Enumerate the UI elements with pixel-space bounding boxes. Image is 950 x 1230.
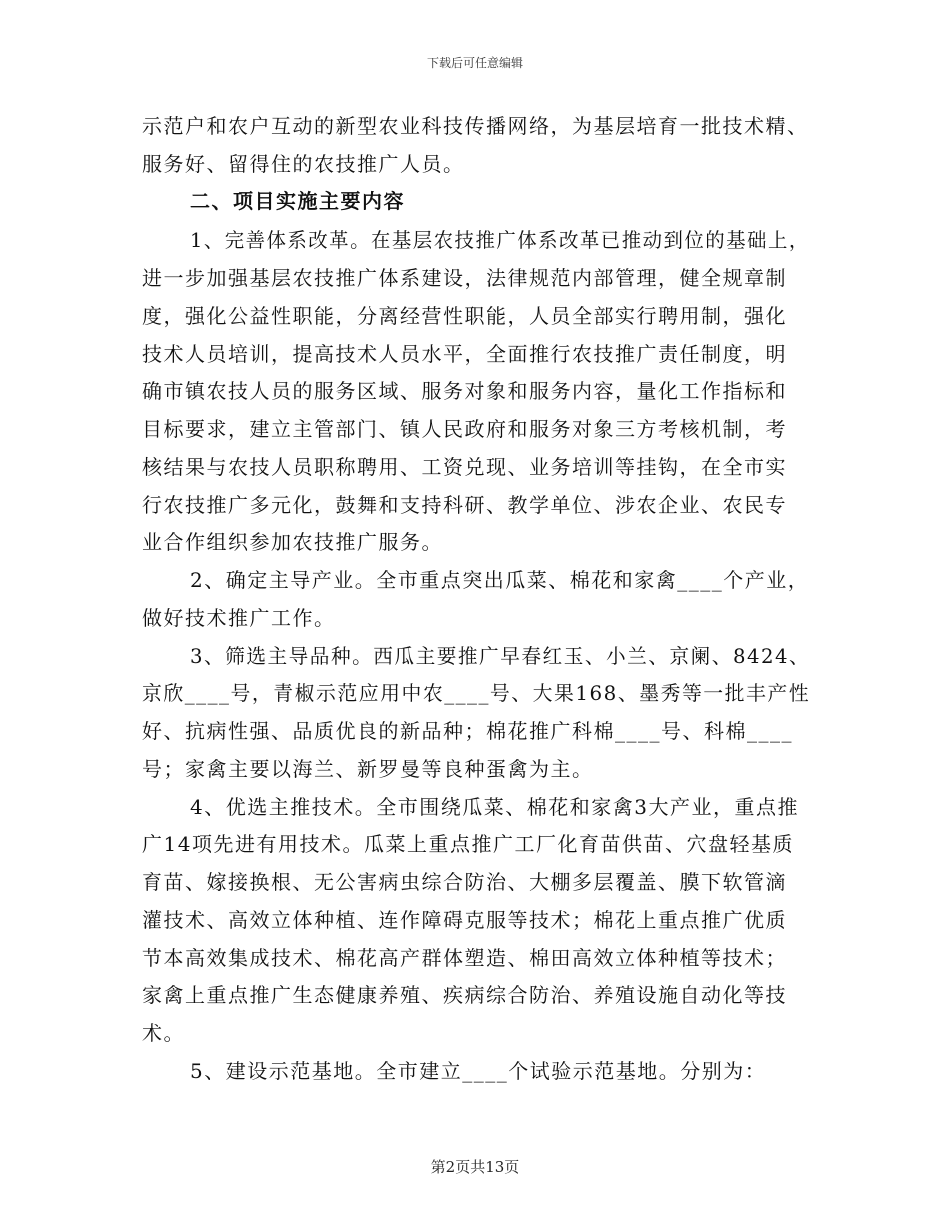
paragraph-line: 育苗、嫁接换根、无公害病虫综合防治、大棚多层覆盖、膜下软管滴: [142, 870, 787, 894]
paragraph-line: 度，强化公益性职能，分离经营性职能，人员全部实行聘用制，强化: [142, 304, 787, 328]
paragraph-line: 京欣____号，青椒示范应用中农____号、大果168、墨秀等一批丰产性: [142, 681, 811, 705]
paragraph-line: 2、确定主导产业。全市重点突出瓜菜、棉花和家禽____个产业，: [190, 568, 810, 592]
paragraph-line: 4、优选主推技术。全市围绕瓜菜、棉花和家禽3大产业，重点推: [190, 795, 799, 819]
paragraph-line: 确市镇农技人员的服务区域、服务对象和服务内容，量化工作指标和: [142, 379, 787, 403]
paragraph-line: 3、筛选主导品种。西瓜主要推广早春红玉、小兰、京阑、8424、: [190, 644, 811, 668]
paragraph-line: 行农技推广多元化，鼓舞和支持科研、教学单位、涉农企业、农民专: [142, 493, 787, 517]
section-heading: 二、项目实施主要内容: [190, 189, 405, 213]
paragraph-line: 灌技术、高效立体种植、连作障碍克服等技术；棉花上重点推广优质: [142, 908, 787, 932]
paragraph-line: 目标要求，建立主管部门、镇人民政府和服务对象三方考核机制，考: [142, 417, 787, 441]
paragraph-line: 好、抗病性强、品质优良的新品种；棉花推广科棉____号、科棉____: [142, 719, 793, 743]
paragraph-line: 业合作组织参加农技推广服务。: [142, 530, 443, 554]
paragraph-line: 服务好、留得住的农技推广人员。: [142, 152, 465, 176]
paragraph-line: 节本高效集成技术、棉花高产群体塑造、棉田高效立体种植等技术；: [142, 946, 787, 970]
paragraph-line: 做好技术推广工作。: [142, 606, 336, 630]
paragraph-line: 家禽上重点推广生态健康养殖、疾病综合防治、养殖设施自动化等技: [142, 983, 787, 1007]
paragraph-line: 技术人员培训，提高技术人员水平，全面推行农技推广责任制度，明: [142, 342, 787, 366]
paragraph-line: 号；家禽主要以海兰、新罗曼等良种蛋禽为主。: [142, 757, 594, 781]
paragraph-line: 进一步加强基层农技推广体系建设，法律规范内部管理，健全规章制: [142, 266, 787, 290]
paragraph-line: 5、建设示范基地。全市建立____个试验示范基地。分别为：: [190, 1059, 767, 1083]
paragraph-line: 术。: [142, 1021, 185, 1045]
page-footer: 第2页共13页: [430, 1158, 520, 1176]
paragraph-line: 广14项先进有用技术。瓜菜上重点推广工厂化育苗供苗、穴盘轻基质: [142, 832, 794, 856]
paragraph-line: 核结果与农技人员职称聘用、工资兑现、业务培训等挂钩，在全市实: [142, 455, 787, 479]
header-note: 下载后可任意编辑: [426, 56, 523, 70]
paragraph-line: 1、完善体系改革。在基层农技推广体系改革已推动到位的基础上，: [190, 228, 810, 252]
paragraph-line: 示范户和农户互动的新型农业科技传播网络，为基层培育一批技术精、: [142, 114, 809, 138]
